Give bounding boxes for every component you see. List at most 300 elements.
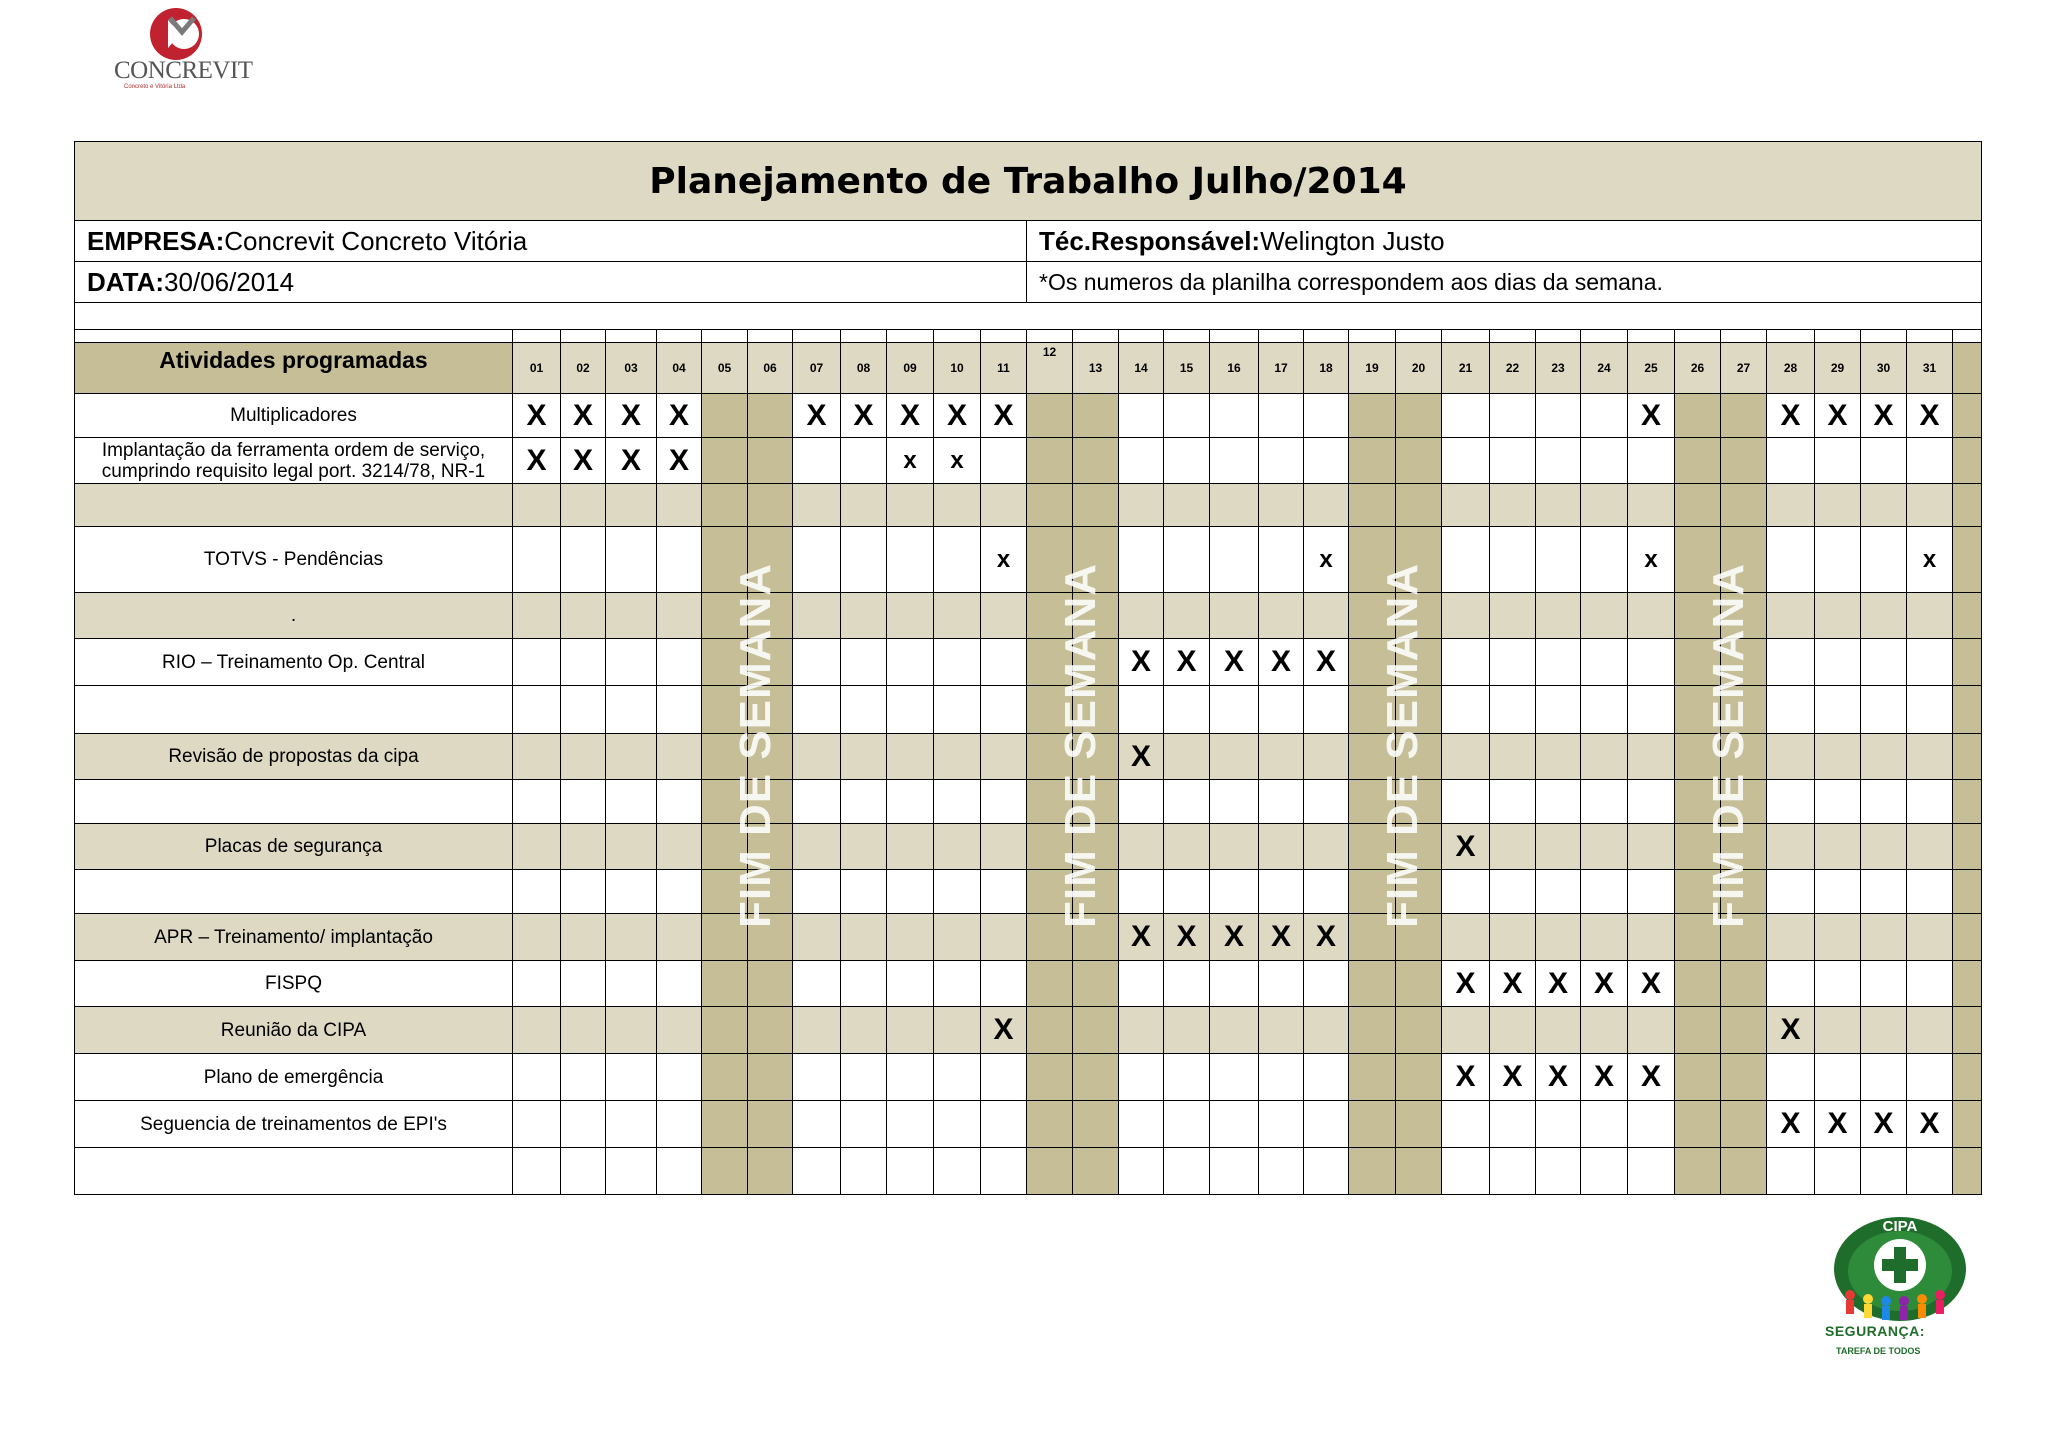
- day-cell-11: [981, 593, 1027, 639]
- day-cell-07: [793, 780, 841, 824]
- tick-cell: [1861, 330, 1907, 343]
- day-cell-17: [1259, 824, 1304, 870]
- day-cell-20: [1396, 1007, 1442, 1054]
- day-cell-18: [1304, 914, 1349, 961]
- day-cell-28: [1767, 914, 1815, 961]
- day-cell-28: [1767, 1007, 1815, 1054]
- tick-cell: [1210, 330, 1259, 343]
- day-cell-24: [1581, 824, 1628, 870]
- day-cell-01: [513, 1007, 561, 1054]
- tecnico-value: Welington Justo: [1260, 225, 1445, 256]
- tick-cell: [887, 330, 934, 343]
- cipa-tagline: TAREFA DE TODOS: [1836, 1346, 1921, 1356]
- day-cell-05: [702, 1054, 748, 1101]
- mark-x: X: [1270, 920, 1291, 953]
- tick-cell: [1536, 330, 1581, 343]
- day-cell-18: [1304, 639, 1349, 686]
- day-cell-21: [1442, 1148, 1490, 1195]
- day-cell-18: [1304, 780, 1349, 824]
- mark-x: X: [1780, 398, 1801, 432]
- day-cell-01: [513, 780, 561, 824]
- day-cell-17: [1259, 914, 1304, 961]
- day-cell-07: [793, 824, 841, 870]
- activity-name: Multiplicadores: [230, 405, 357, 426]
- day-cell-05: [702, 961, 748, 1007]
- activity-label: [75, 734, 513, 780]
- day-cell-24: [1581, 438, 1628, 484]
- mark-x: X: [1919, 1107, 1940, 1140]
- activity-name: Seguencia de treinamentos de EPI's: [140, 1113, 447, 1135]
- mark-x: X: [1270, 645, 1291, 678]
- day-cell-22: [1490, 438, 1536, 484]
- edge-cell: [1953, 1054, 1982, 1101]
- activities-header-label: Atividades programadas: [159, 347, 428, 373]
- day-cell-20: [1396, 438, 1442, 484]
- day-cell-04: [657, 870, 702, 914]
- day-number: 13: [1088, 361, 1103, 375]
- day-cell-25: [1628, 870, 1675, 914]
- day-header-23: [1536, 343, 1581, 394]
- day-cell-04: [657, 527, 702, 593]
- day-cell-29: [1815, 824, 1861, 870]
- activity-label: [75, 961, 513, 1007]
- day-cell-18: [1304, 870, 1349, 914]
- day-cell-18: [1304, 1054, 1349, 1101]
- mark-x: X: [1455, 829, 1476, 863]
- day-header-27: [1721, 343, 1767, 394]
- day-cell-20: [1396, 1148, 1442, 1195]
- activity-label: [75, 527, 513, 593]
- tick-cell: [1027, 330, 1073, 343]
- weekend-label-19: FIM DE SEMANA: [1378, 563, 1427, 928]
- day-cell-25: [1628, 780, 1675, 824]
- day-cell-13: [1073, 961, 1119, 1007]
- day-cell-30: [1861, 1148, 1907, 1195]
- day-number: 18: [1319, 361, 1333, 375]
- day-cell-03: [606, 1101, 657, 1148]
- day-cell-12: [1027, 1054, 1073, 1101]
- day-header-16: [1210, 343, 1259, 394]
- day-cell-28: [1767, 1101, 1815, 1148]
- day-cell-03: [606, 527, 657, 593]
- day-header-15: [1164, 343, 1210, 394]
- day-cell-11: [981, 914, 1027, 961]
- day-cell-03: [606, 1054, 657, 1101]
- day-header-10: [934, 343, 981, 394]
- day-cell-16: [1210, 734, 1259, 780]
- day-cell-27: [1721, 961, 1767, 1007]
- day-cell-30: [1861, 639, 1907, 686]
- day-cell-01: [513, 1101, 561, 1148]
- day-cell-18: [1304, 484, 1349, 527]
- day-cell-14: [1119, 734, 1164, 780]
- day-cell-18: [1304, 961, 1349, 1007]
- day-cell-11: [981, 484, 1027, 527]
- day-cell-05: [702, 438, 748, 484]
- day-cell-04: [657, 780, 702, 824]
- mark-x: X: [1640, 398, 1661, 432]
- day-cell-04: [657, 639, 702, 686]
- day-cell-26: [1675, 438, 1721, 484]
- day-cell-25: [1628, 593, 1675, 639]
- day-cell-10: [934, 639, 981, 686]
- day-cell-25: [1628, 734, 1675, 780]
- day-cell-14: [1119, 686, 1164, 734]
- activity-name: Placas de segurança: [204, 836, 383, 857]
- empresa-value: Concrevit Concreto Vitória: [224, 225, 528, 256]
- mark-x: X: [1593, 966, 1614, 1000]
- mark-x: X: [1640, 1060, 1661, 1093]
- day-number: 21: [1458, 361, 1473, 375]
- day-header-02: [561, 343, 606, 394]
- day-cell-08: [841, 870, 887, 914]
- mark-x: X: [526, 398, 547, 432]
- activity-name: RIO – Treinamento Op. Central: [162, 651, 425, 673]
- day-cell-22: [1490, 1054, 1536, 1101]
- day-number: 12: [1042, 345, 1057, 359]
- day-cell-10: [934, 914, 981, 961]
- day-cell-01: [513, 1148, 561, 1195]
- mark-x: X: [1502, 1060, 1523, 1093]
- day-cell-04: [657, 1054, 702, 1101]
- day-cell-19: [1349, 1148, 1396, 1195]
- day-cell-23: [1536, 593, 1581, 639]
- day-number: 16: [1227, 361, 1241, 375]
- activity-row: [75, 1101, 1982, 1148]
- day-header-07: [793, 343, 841, 394]
- activity-label: [75, 1054, 513, 1101]
- data-label: DATA:: [87, 266, 165, 297]
- day-header-17: [1259, 343, 1304, 394]
- concrevit-tagline: Concreto e Vitória Ltda: [124, 84, 186, 90]
- day-cell-06: [748, 484, 793, 527]
- day-cell-28: [1767, 394, 1815, 438]
- mark-x: x: [903, 446, 917, 474]
- activity-name: FISPQ: [264, 973, 322, 994]
- day-cell-12: [1027, 484, 1073, 527]
- day-cell-27: [1721, 1007, 1767, 1054]
- day-cell-01: [513, 527, 561, 593]
- day-cell-29: [1815, 961, 1861, 1007]
- cipa-cross-icon: [1820, 1215, 1980, 1323]
- day-number: 14: [1134, 361, 1148, 375]
- day-cell-31: [1907, 394, 1953, 438]
- edge-cell: [1953, 734, 1982, 780]
- day-cell-25: [1628, 1054, 1675, 1101]
- day-cell-09: [887, 686, 934, 734]
- day-cell-17: [1259, 734, 1304, 780]
- day-number: 02: [576, 361, 590, 375]
- day-cell-30: [1861, 394, 1907, 438]
- day-cell-04: [657, 1148, 702, 1195]
- mark-x: X: [1547, 1060, 1568, 1093]
- weekend-label-05: FIM DE SEMANA: [731, 563, 780, 928]
- day-number: 05: [717, 361, 732, 375]
- day-cell-17: [1259, 870, 1304, 914]
- day-cell-16: [1210, 1148, 1259, 1195]
- day-cell-05: [702, 394, 748, 438]
- tick-cell: [606, 330, 657, 343]
- mark-x: x: [996, 545, 1011, 573]
- day-cell-21: [1442, 527, 1490, 593]
- day-cell-27: [1721, 1148, 1767, 1195]
- day-cell-11: [981, 639, 1027, 686]
- day-header-06: [748, 343, 793, 394]
- day-header-01: [513, 343, 561, 394]
- activity-label: [75, 870, 513, 914]
- day-cell-16: [1210, 1101, 1259, 1148]
- day-cell-22: [1490, 780, 1536, 824]
- tick-cell: [561, 330, 606, 343]
- day-cell-19: [1349, 484, 1396, 527]
- day-cell-03: [606, 394, 657, 438]
- day-cell-11: [981, 961, 1027, 1007]
- day-cell-28: [1767, 780, 1815, 824]
- day-cell-16: [1210, 1054, 1259, 1101]
- day-cell-14: [1119, 527, 1164, 593]
- day-cell-08: [841, 394, 887, 438]
- mark-x: X: [1827, 398, 1848, 432]
- day-cell-13: [1073, 484, 1119, 527]
- day-cell-15: [1164, 914, 1210, 961]
- day-cell-29: [1815, 870, 1861, 914]
- day-header-26: [1675, 343, 1721, 394]
- day-cell-06: [748, 1101, 793, 1148]
- day-cell-10: [934, 870, 981, 914]
- day-cell-03: [606, 870, 657, 914]
- day-cell-07: [793, 527, 841, 593]
- day-cell-17: [1259, 1007, 1304, 1054]
- day-cell-29: [1815, 1054, 1861, 1101]
- day-cell-29: [1815, 780, 1861, 824]
- day-cell-10: [934, 780, 981, 824]
- day-cell-21: [1442, 593, 1490, 639]
- mark-x: X: [620, 398, 641, 432]
- cipa-badge-text: CIPA: [1882, 1218, 1918, 1235]
- activity-label: [75, 780, 513, 824]
- day-cell-16: [1210, 394, 1259, 438]
- day-cell-21: [1442, 686, 1490, 734]
- day-cell-06: [748, 1148, 793, 1195]
- edge-cell: [1953, 438, 1982, 484]
- day-cell-07: [793, 686, 841, 734]
- day-number: 27: [1736, 361, 1751, 375]
- day-cell-04: [657, 734, 702, 780]
- day-cell-31: [1907, 686, 1953, 734]
- day-cell-31: [1907, 780, 1953, 824]
- activity-label: [75, 593, 513, 639]
- tick-cell: [1815, 330, 1861, 343]
- day-cell-04: [657, 593, 702, 639]
- day-cell-04: [657, 686, 702, 734]
- day-cell-15: [1164, 394, 1210, 438]
- day-number: 23: [1551, 361, 1565, 375]
- day-cell-29: [1815, 1101, 1861, 1148]
- day-cell-04: [657, 394, 702, 438]
- day-cell-07: [793, 639, 841, 686]
- day-cell-20: [1396, 484, 1442, 527]
- mark-x: X: [1455, 966, 1476, 1000]
- activity-name: TOTVS - Pendências: [203, 549, 384, 570]
- day-cell-30: [1861, 780, 1907, 824]
- day-cell-23: [1536, 527, 1581, 593]
- day-header-29: [1815, 343, 1861, 394]
- day-cell-07: [793, 1007, 841, 1054]
- day-cell-07: [793, 394, 841, 438]
- day-cell-27: [1721, 1054, 1767, 1101]
- mark-x: X: [1130, 645, 1151, 678]
- day-cell-28: [1767, 593, 1815, 639]
- day-cell-15: [1164, 527, 1210, 593]
- day-cell-11: [981, 1101, 1027, 1148]
- day-cell-08: [841, 914, 887, 961]
- day-cell-12: [1027, 1007, 1073, 1054]
- edge-cell: [1953, 1101, 1982, 1148]
- day-cell-08: [841, 686, 887, 734]
- day-cell-31: [1907, 639, 1953, 686]
- day-cell-10: [934, 394, 981, 438]
- day-cell-03: [606, 438, 657, 484]
- day-cell-10: [934, 593, 981, 639]
- day-cell-07: [793, 438, 841, 484]
- day-cell-04: [657, 484, 702, 527]
- edge-cell: [1953, 961, 1982, 1007]
- day-number: 11: [997, 361, 1010, 375]
- day-cell-01: [513, 961, 561, 1007]
- day-cell-31: [1907, 1054, 1953, 1101]
- day-cell-11: [981, 1007, 1027, 1054]
- day-cell-23: [1536, 914, 1581, 961]
- mark-x: X: [946, 398, 967, 432]
- activity-row: [75, 824, 1982, 870]
- day-cell-22: [1490, 1007, 1536, 1054]
- day-cell-01: [513, 870, 561, 914]
- day-cell-11: [981, 527, 1027, 593]
- day-cell-07: [793, 484, 841, 527]
- day-cell-17: [1259, 686, 1304, 734]
- day-cell-08: [841, 1007, 887, 1054]
- day-cell-23: [1536, 686, 1581, 734]
- day-cell-15: [1164, 961, 1210, 1007]
- day-number: 10: [950, 361, 964, 375]
- day-cell-18: [1304, 734, 1349, 780]
- day-cell-16: [1210, 527, 1259, 593]
- day-cell-27: [1721, 438, 1767, 484]
- tecnico-cell: [1027, 221, 1982, 262]
- day-cell-29: [1815, 1148, 1861, 1195]
- day-cell-08: [841, 780, 887, 824]
- day-cell-29: [1815, 394, 1861, 438]
- activity-row: [75, 914, 1982, 961]
- day-cell-11: [981, 394, 1027, 438]
- edge-cell: [1953, 780, 1982, 824]
- day-cell-07: [793, 593, 841, 639]
- mark-x: X: [1130, 739, 1151, 773]
- day-cell-03: [606, 824, 657, 870]
- day-cell-28: [1767, 870, 1815, 914]
- day-cell-21: [1442, 394, 1490, 438]
- day-number: 26: [1690, 361, 1705, 375]
- activity-row: [75, 484, 1982, 527]
- day-cell-28: [1767, 824, 1815, 870]
- day-cell-06: [748, 394, 793, 438]
- day-cell-03: [606, 639, 657, 686]
- day-cell-15: [1164, 593, 1210, 639]
- tick-cell: [841, 330, 887, 343]
- day-cell-29: [1815, 593, 1861, 639]
- mark-x: X: [1640, 966, 1661, 1000]
- day-cell-07: [793, 870, 841, 914]
- concrevit-logo: [110, 6, 253, 90]
- day-cell-23: [1536, 870, 1581, 914]
- day-cell-26: [1675, 1007, 1721, 1054]
- tick-cell: [793, 330, 841, 343]
- day-cell-24: [1581, 734, 1628, 780]
- mark-x: x: [1644, 545, 1658, 573]
- day-cell-24: [1581, 870, 1628, 914]
- day-cell-25: [1628, 961, 1675, 1007]
- day-cell-27: [1721, 394, 1767, 438]
- empresa-cell: [75, 221, 1027, 262]
- day-cell-11: [981, 780, 1027, 824]
- day-number: 07: [809, 361, 824, 375]
- mark-x: X: [1176, 645, 1197, 678]
- day-cell-08: [841, 824, 887, 870]
- day-cell-28: [1767, 1054, 1815, 1101]
- day-cell-30: [1861, 686, 1907, 734]
- day-cell-24: [1581, 1054, 1628, 1101]
- day-cell-14: [1119, 1007, 1164, 1054]
- edge-cell: [1953, 593, 1982, 639]
- activity-row: [75, 438, 1982, 484]
- activity-row: [75, 1054, 1982, 1101]
- day-cell-09: [887, 961, 934, 1007]
- day-number: 25: [1644, 361, 1658, 375]
- day-cell-25: [1628, 527, 1675, 593]
- day-header-03: [606, 343, 657, 394]
- day-cell-21: [1442, 734, 1490, 780]
- cipa-logo: [1820, 1215, 1980, 1355]
- day-cell-10: [934, 961, 981, 1007]
- day-number: 04: [672, 361, 686, 375]
- day-cell-07: [793, 961, 841, 1007]
- day-header-31: [1907, 343, 1953, 394]
- day-cell-21: [1442, 639, 1490, 686]
- day-cell-30: [1861, 961, 1907, 1007]
- day-cell-08: [841, 734, 887, 780]
- tick-cell: [1675, 330, 1721, 343]
- day-cell-17: [1259, 438, 1304, 484]
- day-cell-11: [981, 870, 1027, 914]
- mark-x: X: [1919, 398, 1940, 432]
- day-cell-31: [1907, 734, 1953, 780]
- tick-cell: [1581, 330, 1628, 343]
- day-cell-09: [887, 438, 934, 484]
- day-cell-19: [1349, 961, 1396, 1007]
- day-cell-23: [1536, 438, 1581, 484]
- day-cell-05: [702, 484, 748, 527]
- day-cell-20: [1396, 1101, 1442, 1148]
- day-cell-10: [934, 1148, 981, 1195]
- day-cell-21: [1442, 438, 1490, 484]
- title-cell: [75, 142, 1982, 221]
- activity-label: [75, 394, 513, 438]
- page-title: Planejamento de Trabalho Julho/2014: [649, 160, 1407, 202]
- day-cell-24: [1581, 780, 1628, 824]
- day-cell-21: [1442, 1101, 1490, 1148]
- day-cell-29: [1815, 1007, 1861, 1054]
- day-cell-31: [1907, 593, 1953, 639]
